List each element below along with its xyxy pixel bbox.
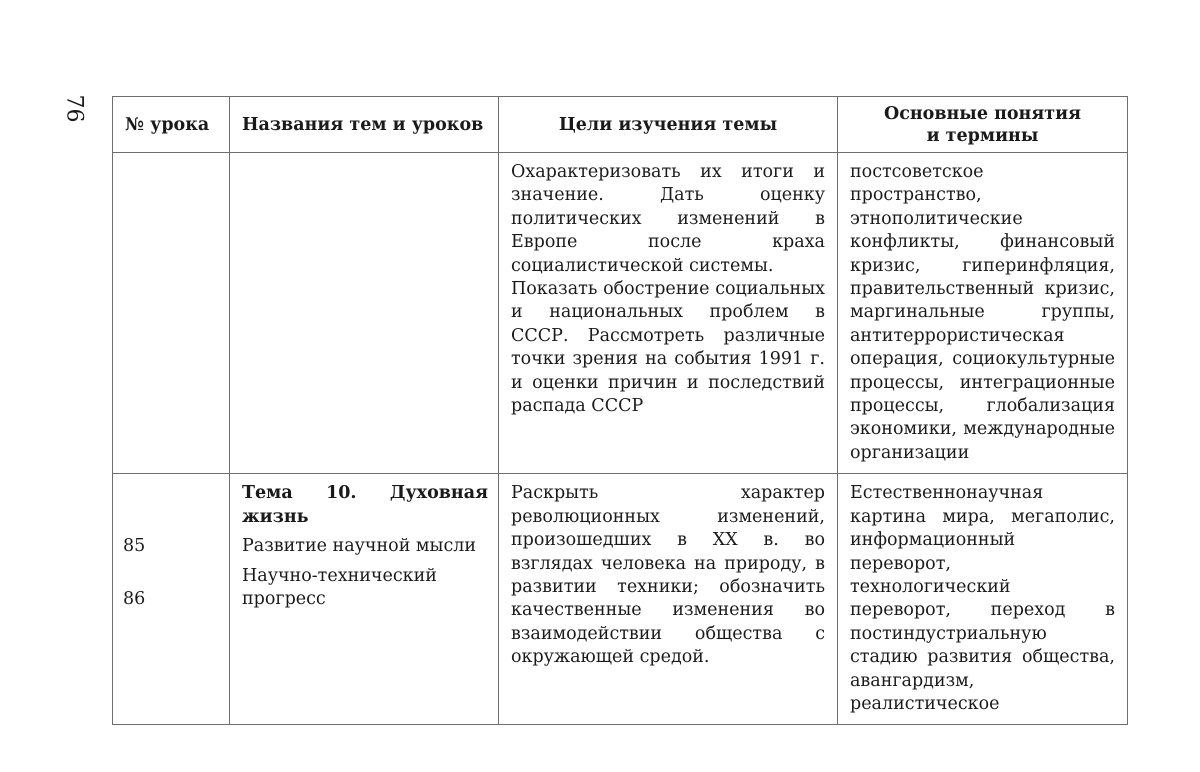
goals-paragraph-1: Охарактеризовать их итоги и значение. Дать оценку политических изменений в Европе после краха социалистической системы.: [511, 162, 825, 276]
header-topic-names: Названия тем и уроков: [230, 97, 499, 153]
goals-cell: [499, 153, 838, 474]
table-row: [113, 153, 1128, 474]
table-row: [113, 474, 1128, 725]
goals-paragraph-2: Показать обострение социальных и национальных проблем в СССР. Рассмотреть различные точки зрения на события 1991 г. и оценки причин и последствий распада СССР: [511, 279, 825, 417]
lesson-number-85: 85: [123, 536, 146, 557]
topic-name-cell: [230, 474, 499, 725]
header-lesson-number: № урока: [113, 97, 230, 153]
goals-cell: Раскрыть характер революционных изменений, произошедших в XX в. во взглядах человека на природу, в развитии техники; обозначить качественные изменения во взаимодействии общества с окружающей средой.: [499, 474, 838, 725]
lesson-number-cell: [113, 474, 230, 725]
lesson-title-85: Развитие научной мысли: [242, 536, 477, 557]
table-header-row: [113, 97, 1128, 153]
curriculum-table: [112, 96, 1128, 725]
lesson-title-86: Научно-технический прогресс: [242, 565, 437, 609]
page-number: 76: [61, 94, 87, 123]
terms-cell: Естественнонаучная картина мира, мегаполис, информационный переворот, технологический переворот, переход в постиндустриальную стадию развития общества, авангардизм, реалистическое: [838, 474, 1128, 725]
topic-title: Тема 10. Духовная жизнь: [242, 483, 488, 527]
header-goals: Цели изучения темы: [499, 97, 838, 153]
header-terms: [838, 97, 1128, 153]
header-terms-line-2: и термины: [926, 125, 1039, 146]
lesson-number-86: 86: [123, 588, 146, 609]
header-terms-line-1: Основные понятия: [883, 103, 1082, 124]
topic-name-cell: [230, 153, 499, 474]
terms-cell: постсоветское пространство, этнополитические конфликты, финансовый кризис, гиперинфляция, правительственный кризис, маргинальные группы, антитеррористическая операция, социокультурные процессы, интеграционные процессы, глобализация экономики, международные организации: [838, 153, 1128, 474]
lesson-number-cell: [113, 153, 230, 474]
